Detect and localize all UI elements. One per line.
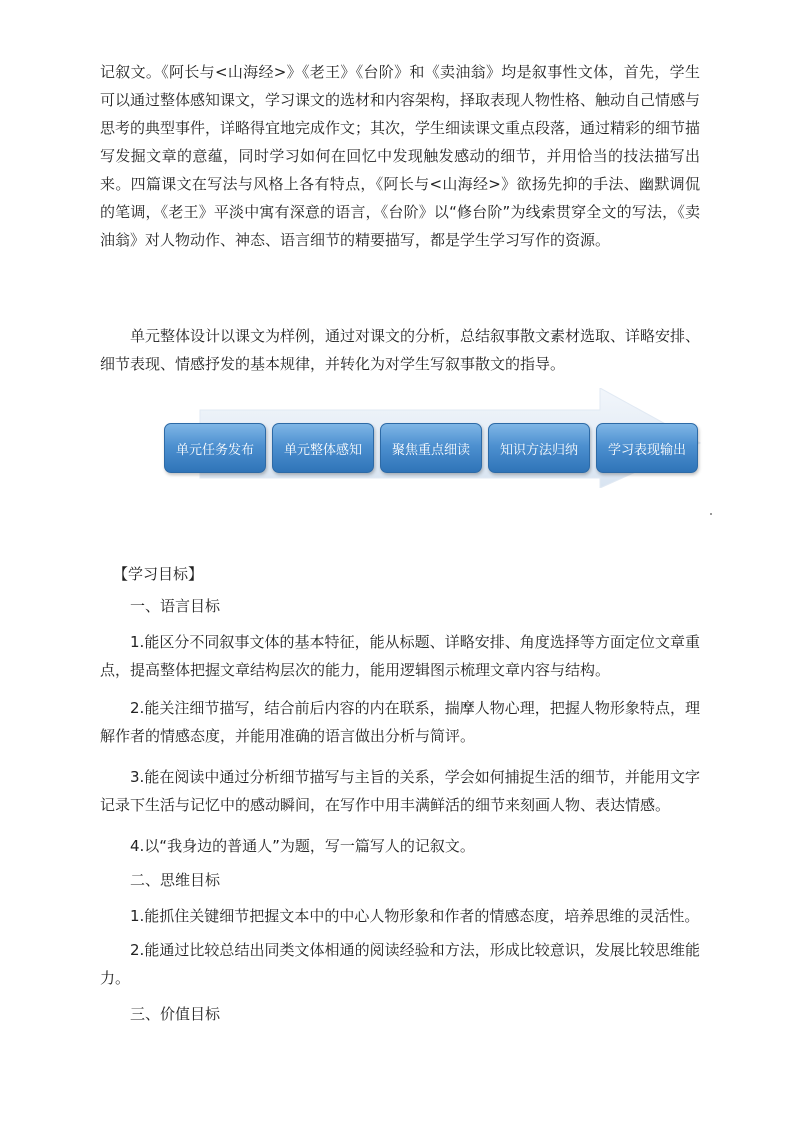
value-goal-heading: 三、价值目标	[130, 1005, 221, 1023]
process-steps	[164, 423, 712, 473]
intro-paragraph-2: 单元整体设计以课文为样例，通过对课文的分析，总结叙事散文素材选取、详略安排、细节表现、情感抒发的基本规律，并转化为对学生写叙事散文的指导。	[100, 327, 701, 373]
process-diagram	[160, 388, 720, 488]
language-goal-1: 1.能区分不同叙事文体的基本特征，能从标题、详略安排、角度选择等方面定位文章重点，提高整体把握文章结构层次的能力，能用逻辑图示梳理文章内容与结构。	[100, 633, 700, 679]
intro-paragraph-1: 记叙文。《阿长与<山海经>》《老王》《台阶》和《卖油翁》均是叙事性文体，首先，学生可以通过整体感知课文，学习课文的选材和内容架构，择取表现人物性格、触动自己情感与思考的典型事件，详略得宜地完成作文；其次，学生细读课文重点段落，通过精彩的细节描写发掘文章的意蕴，同时学习如何在回忆中发现触发感动的细节，并用恰当的技法描写出来。四篇课文在写法与风格上各有特点，《阿长与<山海经>》欲扬先抑的手法、幽默调侃的笔调，《老王》平淡中寓有深意的语言，《台阶》以“修台阶”为线索贯穿全文的写法，《卖油翁》对人物动作、神态、语言细节的精要描写，都是学生学习写作的资源。	[100, 63, 701, 249]
language-goal-heading: 一、语言目标	[130, 597, 221, 615]
process-step-1: 单元任务发布	[164, 423, 266, 473]
thinking-goal-heading: 二、思维目标	[130, 871, 221, 889]
language-goal-2: 2.能关注细节描写，结合前后内容的内在联系，揣摩人物心理，把握人物形象特点，理解作者的情感态度，并能用准确的语言做出分析与简评。	[100, 699, 700, 745]
process-step-2: 单元整体感知	[272, 423, 374, 473]
objectives-title: 【学习目标】	[113, 565, 204, 583]
process-step-5: 学习表现输出	[596, 423, 698, 473]
thinking-goal-1: 1.能抓住关键细节把握文本中的中心人物形象和作者的情感态度，培养思维的灵活性。	[130, 907, 700, 925]
language-goal-3: 3.能在阅读中通过分析细节描写与主旨的关系，学会如何捕捉生活的细节，并能用文字记录下生活与记忆中的感动瞬间，在写作中用丰满鲜活的细节来刻画人物、表达情感。	[100, 768, 700, 814]
process-step-4: 知识方法归纳	[488, 423, 590, 473]
stray-mark	[710, 513, 712, 515]
process-step-3: 聚焦重点细读	[380, 423, 482, 473]
thinking-goal-2: 2.能通过比较总结出同类文体相通的阅读经验和方法，形成比较意识，发展比较思维能力。	[100, 941, 700, 987]
language-goal-4: 4.以“我身边的普通人”为题，写一篇写人的记叙文。	[130, 837, 475, 855]
